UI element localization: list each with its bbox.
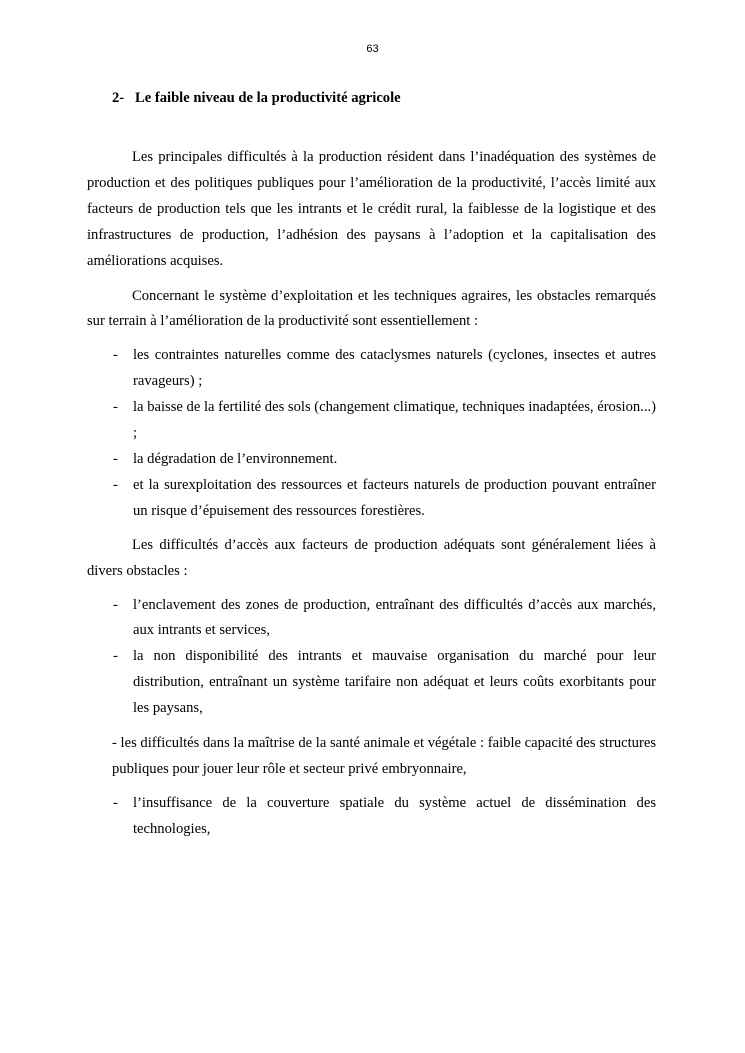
list-item (87, 395, 656, 447)
dash-bullet: - (113, 347, 118, 364)
list-item-text: et la surexploitation des ressources et facteurs naturels de production pouvant entraîner un risque d’épuisement des ressources forestières. (133, 476, 656, 519)
section-number: 2- (112, 90, 125, 106)
list-dissemination (87, 791, 656, 843)
inline-list-item: - les difficultés dans la maîtrise de la santé animale et végétale : faible capacité des structures publiques pour jouer leur rôle et secteur privé embryonnaire, (112, 735, 656, 777)
dash-bullet: - (113, 450, 118, 467)
list-natural-obstacles (87, 343, 656, 524)
list-item (87, 343, 656, 395)
list-item-text: l’insuffisance de la couverture spatiale du système actuel de dissémination des technologies, (133, 794, 656, 837)
list-item (87, 791, 656, 843)
paragraph-obstacles: Concernant le système d’exploitation et les techniques agraires, les obstacles remarqués sur terrain à l’amélioration de la productivité sont essentiellement : (87, 287, 656, 330)
list-item (87, 473, 656, 525)
section-title: Le faible niveau de la productivité agricole (135, 90, 401, 106)
dash-bullet: - (113, 648, 118, 665)
paragraph-access: Les difficultés d’accès aux facteurs de production adéquats sont généralement liées à divers obstacles : (87, 536, 656, 579)
dash-bullet: - (113, 794, 118, 811)
list-item (87, 644, 656, 722)
list-access-obstacles (87, 593, 656, 723)
list-item-text: la dégradation de l’environnement. (133, 450, 338, 467)
list-item (87, 447, 656, 473)
section-heading (112, 90, 401, 107)
page-number: 63 (366, 43, 379, 55)
dash-bullet: - (113, 399, 118, 416)
list-item-text: l’enclavement des zones de production, entraînant des difficultés d’accès aux marchés, aux intrants et services, (133, 596, 656, 639)
list-item-text: la baisse de la fertilité des sols (changement climatique, techniques inadaptées, érosion...) ; (133, 399, 656, 442)
dash-bullet: - (113, 596, 118, 613)
list-item-text: la non disponibilité des intrants et mauvaise organisation du marché pour leur distribution, entraînant un système tarifaire non adéquat et leurs coûts exorbitants pour les paysans, (133, 648, 656, 717)
dash-bullet: - (113, 476, 118, 493)
list-item-text: les contraintes naturelles comme des cataclysmes naturels (cyclones, insectes et autres ravageurs) ; (133, 347, 656, 390)
document-body (87, 145, 656, 843)
paragraph-intro: Les principales difficultés à la production résident dans l’inadéquation des systèmes de production et des politiques publiques pour l’amélioration de la productivité, l’accès limité aux facteurs de production tels que les intrants et le crédit rural, la faiblesse de la logistique et des infrastructures de production, l’adhésion des paysans à l’adoption et la capitalisation des améliorations acquises. (87, 149, 656, 269)
list-item (87, 593, 656, 645)
